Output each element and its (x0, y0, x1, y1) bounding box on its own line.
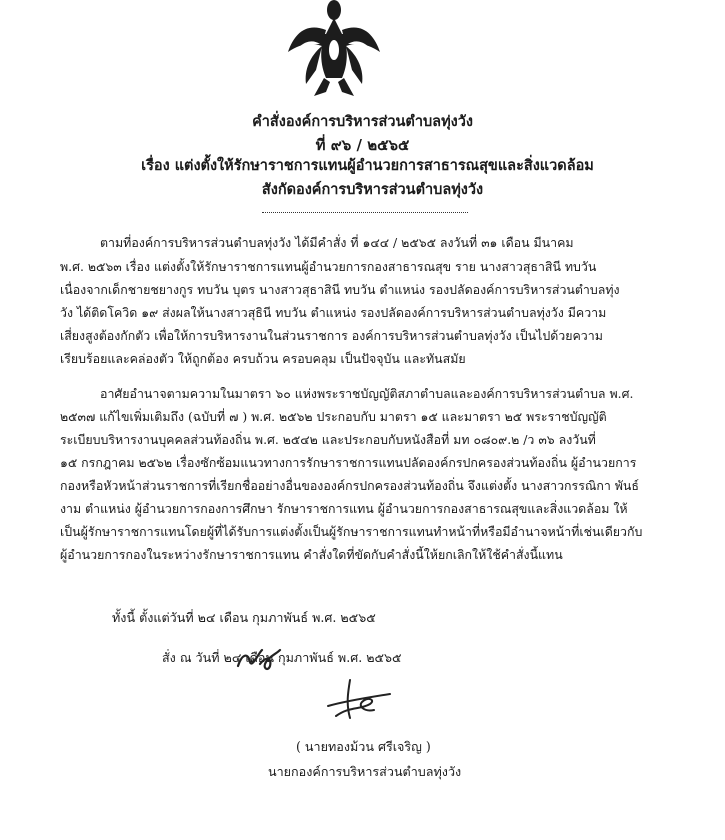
garuda-emblem-icon (286, 0, 382, 100)
paragraph-1-line-1: ตามที่องค์การบริหารส่วนตำบลทุ่งวัง ได้มีคำสั่ง ที่ ๑๔๔ / ๒๕๖๕ ลงวันที่ ๓๑ เดือน มีนาคม (100, 235, 574, 250)
paragraph-2-line-8: ผู้อำนวยการกองในระหว่างรักษาราชการแทน คำสั่งใดที่ขัดกับคำสั่งนี้ให้ยกเลิกให้ใช้คำสั่งนี้แทน (60, 547, 563, 562)
heading-separator (262, 212, 468, 213)
paragraph-2-line-4: ๑๕ กรกฎาคม ๒๕๖๒ เรื่องซักซ้อมแนวทางการรักษาราชการแทนปลัดองค์กรปกครองส่วนท้องถิ่น ผู้อำนวยการ (60, 455, 637, 470)
paragraph-2-line-7: เป็นผู้รักษาราชการแทนโดยผู้ที่ได้รับการแต่งตั้งเป็นผู้รักษาราชการแทนทำหน้าที่หรือมีอำนาจหน้าที่เช่นเดียวกับ (60, 524, 643, 539)
paragraph-2-line-2: ๒๕๓๗ แก้ไขเพิ่มเติมถึง (ฉบับที่ ๗ ) พ.ศ. ๒๕๖๒ ประกอบกับ มาตรา ๑๕ และมาตรา ๒๕ พระราชบัญญัติ (60, 409, 607, 424)
order-subject: เรื่อง แต่งตั้งให้รักษาราชการแทนผู้อำนวยการสาธารณสุขและสิ่งแวดล้อม (141, 157, 594, 174)
order-number: ที่ ๙๖ / ๒๕๖๕ (315, 136, 410, 154)
effective-date: ทั้งนี้ ตั้งแต่วันที่ ๒๔ เดือน กุมภาพันธ์ พ.ศ. ๒๕๖๕ (112, 610, 376, 625)
paragraph-1-line-3: เนื่องจากเด็กชายชยางกูร ทบวัน บุตร นางสาวสุธาสินี ทบวัน ตำแหน่ง รองปลัดองค์การบริหารส่วนตำบลทุ่ง (60, 282, 620, 297)
signer-name: ( นายทองม้วน ศรีเจริญ ) (296, 739, 431, 754)
paragraph-1-line-4: วัง ได้ติดโควิด ๑๙ ส่งผลให้นางสาวสุธินี ทบวัน ตำแหน่ง รองปลัดองค์การบริหารส่วนตำบลทุ่งวัง มีความ (60, 305, 607, 320)
paragraph-1-line-5: เสี่ยงสูงต้องกักตัว เพื่อให้การบริหารงานในส่วนราชการ องค์การบริหารส่วนตำบลทุ่งวัง เป็นไปด้วยความ (60, 328, 603, 343)
paragraph-1-line-2: พ.ศ. ๒๕๖๓ เรื่อง แต่งตั้งให้รักษาราชการแทนผู้อำนวยการกองสาธารณสุข ราย นางสาวสุธาสินี ทบวัน (60, 259, 597, 274)
paragraph-1-line-6: เรียบร้อยและคล่องตัว ให้ถูกต้อง ครบถ้วน ครอบคลุม เป็นปัจจุบัน และทันสมัย (60, 351, 466, 366)
handwritten-date-mark-icon (232, 644, 284, 674)
paragraph-2-line-5: กองหรือหัวหน้าส่วนราชการที่เรียกชื่ออย่างอื่นขององค์กรปกครองส่วนท้องถิ่น จึงแต่งตั้ง นางสาวกรรณิกา พันธ์ (60, 478, 639, 493)
order-title: คำสั่งองค์การบริหารส่วนตำบลทุ่งวัง (252, 113, 473, 130)
paragraph-2-line-1: อาศัยอำนาจตามความในมาตรา ๖๐ แห่งพระราชบัญญัติสภาตำบลและองค์การบริหารส่วนตำบล พ.ศ. (100, 386, 634, 401)
handwritten-signature-icon (320, 676, 394, 726)
ordered-date: สั่ง ณ วันที่ ๒๔ เดือน กุมภาพันธ์ พ.ศ. ๒๕๖๕ (162, 650, 402, 665)
order-affiliation: สังกัดองค์การบริหารส่วนตำบลทุ่งวัง (261, 181, 484, 198)
paragraph-2-line-3: ระเบียบบริหารงานบุคคลส่วนท้องถิ่น พ.ศ. ๒๕๔๒ และประกอบกับหนังสือที่ มท ๐๘๐๙.๒ /ว ๓๖ ลงวันที่ (60, 432, 596, 447)
signer-position: นายกองค์การบริหารส่วนตำบลทุ่งวัง (268, 764, 462, 779)
paragraph-2-line-6: งาม ตำแหน่ง ผู้อำนวยการกองการศึกษา รักษาราชการแทน ผู้อำนวยการกองสาธารณสุขและสิ่งแวดล้อม ให้ (60, 501, 628, 516)
